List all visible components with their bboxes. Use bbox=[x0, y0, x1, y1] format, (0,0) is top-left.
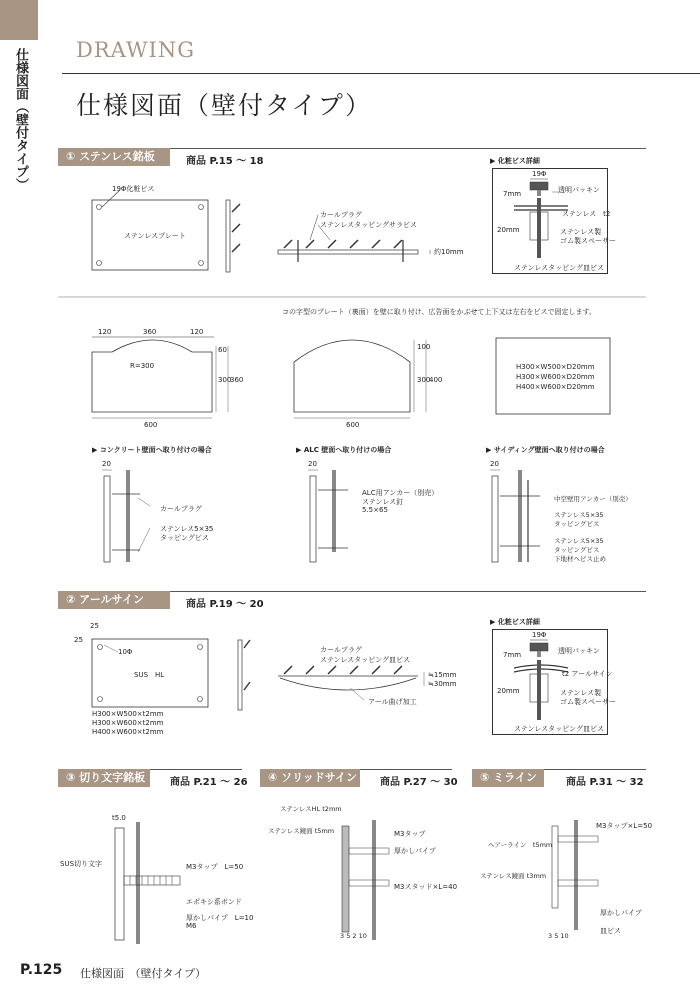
section-4-label: ④ ソリッドサイン bbox=[260, 769, 360, 787]
page-title: 仕様図面（壁付タイプ） bbox=[76, 91, 373, 120]
section-4-product: 商品 P.27 ～ 30 bbox=[380, 777, 458, 788]
sec4-l5: M3スタッド×L=40 bbox=[394, 883, 458, 891]
mount-siding-l4: ステンレス5×35 bbox=[554, 537, 604, 545]
sec3-t: t5.0 bbox=[112, 814, 126, 822]
sec2-gap-1: ≒15mm bbox=[428, 671, 457, 679]
side-label-2: ステンレスタッピングサラビス bbox=[320, 221, 417, 229]
sec3-l3: エポキシ系ボンド bbox=[186, 898, 242, 906]
sec2-size-1: H300×W500×t2mm bbox=[92, 710, 164, 718]
sec2-dia: 10Φ bbox=[118, 648, 133, 656]
detail-1-h2: 20mm bbox=[497, 226, 520, 234]
mount-siding-l6: 下地材へビス止め bbox=[554, 555, 606, 563]
sec5-dims: 3 5 10 bbox=[548, 932, 569, 940]
section-5-product: 商品 P.31 ～ 32 bbox=[566, 777, 644, 788]
mount-concrete-title: ▶ コンクリート壁面へ取り付けの場合 bbox=[92, 446, 212, 454]
detail-1-h1: 7mm bbox=[503, 190, 522, 198]
plate-label: ステンレスプレート bbox=[124, 232, 186, 240]
sec4-l1: ステンレスHL t2mm bbox=[280, 805, 342, 813]
page-number: P.125 bbox=[20, 962, 63, 978]
section-3-label: ③ 切り文字銘板 bbox=[58, 769, 150, 787]
detail-2-screw: ステンレスタッピング皿ビス bbox=[514, 725, 604, 733]
section-2-label: ② アールサイン bbox=[58, 591, 170, 609]
shape-a-top-2: 360 bbox=[143, 328, 157, 336]
gap-label: 約10mm bbox=[434, 248, 464, 256]
sec5-l5: 皿ビス bbox=[600, 927, 621, 935]
mount-siding-l1: 中空壁用アンカー（別売） bbox=[554, 495, 632, 503]
side-label-1: カールプラグ bbox=[320, 211, 362, 219]
detail-title-1: ▶ 化粧ビス詳細 bbox=[490, 157, 540, 165]
drawing-heading: DRAWING bbox=[76, 38, 195, 62]
mount-alc-title: ▶ ALC 壁面へ取り付けの場合 bbox=[296, 446, 392, 454]
sec2-size-3: H400×W600×t2mm bbox=[92, 728, 164, 736]
shape-a-h3: 360 bbox=[230, 376, 244, 384]
detail-2-h1: 7mm bbox=[503, 651, 522, 659]
sec5-l2: ヘアーライン t5mm bbox=[488, 841, 553, 849]
section-2-product: 商品 P.19 ～ 20 bbox=[186, 599, 264, 610]
mount-siding-l5: タッピングビス bbox=[554, 546, 600, 554]
sec4-l4: 厚かしパイプ bbox=[394, 847, 436, 855]
screw-label: 19Φ化粧ビス bbox=[112, 185, 155, 193]
section-1-product: 商品 P.15 ～ 18 bbox=[186, 156, 264, 167]
detail-1-screw: ステンレスタッピング皿ビス bbox=[514, 264, 604, 272]
mount-siding-l2: ステンレス5×35 bbox=[554, 511, 604, 519]
mount-concrete-l2: ステンレス5×35 bbox=[160, 525, 214, 533]
shape-b-h2: 300 bbox=[417, 376, 431, 384]
mount-concrete-l3: タッピングビス bbox=[160, 534, 209, 542]
detail-1-spacer1: ステンレス製 bbox=[560, 228, 602, 236]
sec5-l3: ステンレス鏡面 t3mm bbox=[480, 872, 547, 880]
sec2-size-2: H300×W600×t2mm bbox=[92, 719, 164, 727]
detail-1-spacer2: ゴム製スペーサー bbox=[560, 237, 616, 245]
sec4-dims: 3 5 2 10 bbox=[340, 932, 367, 940]
mount-concrete-l1: カールプラグ bbox=[160, 505, 202, 513]
mount-concrete-w: 20 bbox=[102, 460, 111, 468]
side-vertical-title: 仕様図面（壁付タイプ） bbox=[13, 48, 28, 191]
mount-alc-l3: 5.5×65 bbox=[362, 506, 388, 514]
sec3-l5: M6 bbox=[186, 922, 197, 930]
shape-a-top-1: 120 bbox=[98, 328, 112, 336]
shape-a-width: 600 bbox=[144, 421, 158, 429]
sec5-l4: 厚かしパイプ bbox=[600, 909, 642, 917]
mount-siding-w: 20 bbox=[490, 460, 499, 468]
sec2-plate: SUS HL bbox=[134, 671, 165, 679]
detail-2-dia: 19Φ bbox=[532, 631, 547, 639]
mount-alc-w: 20 bbox=[308, 460, 317, 468]
shape-c-size-3: H400×W600×D20mm bbox=[516, 383, 595, 391]
shape-c-size-2: H300×W600×D20mm bbox=[516, 373, 595, 381]
detail-1-stainless: ステンレス t2 bbox=[562, 210, 611, 218]
sec2-d25-top: 25 bbox=[90, 622, 99, 630]
detail-2-h2: 20mm bbox=[497, 687, 520, 695]
shape-b-width: 600 bbox=[346, 421, 360, 429]
shape-a-h2: 300 bbox=[218, 376, 232, 384]
mount-alc-l2: ステンレス釘 bbox=[362, 498, 404, 506]
sec2-side-2: ステンレスタッピング皿ビス bbox=[320, 656, 410, 664]
shape-b-h1: 100 bbox=[417, 343, 431, 351]
sec3-l1: SUS切り文字 bbox=[60, 860, 103, 868]
sec3-l2: M3タップ L=50 bbox=[186, 863, 244, 871]
sec2-d25-left: 25 bbox=[74, 636, 83, 644]
mount-siding-title: ▶ サイディング壁面へ取り付けの場合 bbox=[486, 446, 605, 454]
section-3-product: 商品 P.21 ～ 26 bbox=[170, 777, 248, 788]
detail-title-2: ▶ 化粧ビス詳細 bbox=[490, 618, 540, 626]
sec2-gap-2: ≒30mm bbox=[428, 680, 457, 688]
shape-a-radius: R=300 bbox=[130, 362, 155, 370]
shape-b-h3: 400 bbox=[429, 376, 443, 384]
sec4-l3: M3タップ bbox=[394, 830, 426, 838]
shape-c-size-1: H300×W500×D20mm bbox=[516, 363, 595, 371]
section-1-label: ① ステンレス銘板 bbox=[58, 148, 170, 166]
detail-1-dia: 19Φ bbox=[532, 170, 547, 178]
mount-siding-l3: タッピングビス bbox=[554, 520, 600, 528]
detail-2-stainless: t2 アールサイン bbox=[562, 670, 613, 678]
sec2-arc: アール曲げ加工 bbox=[368, 698, 417, 706]
detail-2-spacer2: ゴム製スペーサー bbox=[560, 698, 616, 706]
section-5-label: ⑤ ミライン bbox=[472, 769, 544, 787]
sec3-l4: 厚かしパイプ L=10 bbox=[186, 914, 254, 922]
shape-a-top-3: 120 bbox=[190, 328, 204, 336]
shape-note: コの字型のプレート（裏面）を壁に取り付け、広告面をかぶせて上下又は左右をビスで固定します。 bbox=[282, 308, 596, 316]
sec2-side-1: カールプラグ bbox=[320, 646, 362, 654]
detail-2-packing: 透明パッキン bbox=[558, 647, 600, 655]
detail-2-spacer1: ステンレス製 bbox=[560, 689, 602, 697]
sec5-l1: M3タップ×L=50 bbox=[596, 822, 653, 830]
detail-1-packing: 透明パッキン bbox=[558, 186, 600, 194]
shape-a-h1: 60 bbox=[218, 346, 227, 354]
mount-alc-l1: ALC用アンカー（別売） bbox=[362, 489, 439, 497]
footer-label: 仕様図面 （壁付タイプ） bbox=[80, 967, 207, 980]
sec4-l2: ステンレス鏡面 t5mm bbox=[268, 827, 335, 835]
